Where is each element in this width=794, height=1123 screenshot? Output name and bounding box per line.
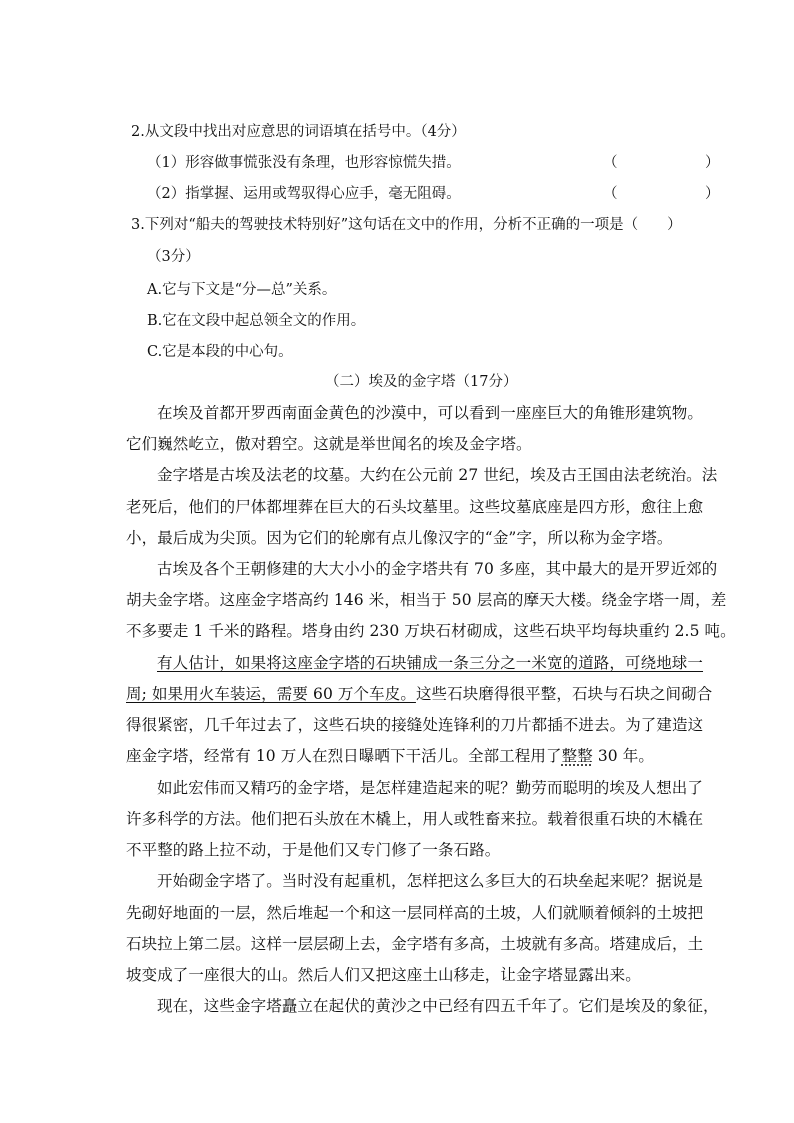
- answer-blank-1-close: ）: [705, 155, 720, 171]
- passage-line: 金字塔是古埃及法老的坟墓。大约在公元前 27 世纪，埃及古王国由法老统治。法: [157, 466, 718, 484]
- passage-line: 得很紧密，几千年过去了，这些石块的接缝处连锋利的刀片都插不进去。为了建造这: [126, 716, 704, 734]
- marked-word: 整整: [561, 747, 593, 765]
- section-title: （二）埃及的金字塔（17分）: [325, 374, 518, 390]
- passage-line: 古埃及各个王朝修建的大大小小的金字塔共有 70 多座，其中最大的是开罗近郊的: [157, 560, 718, 578]
- passage-text: 座金字塔，经常有 10 万人在烈日曝晒下干活儿。全部工程用了: [126, 747, 562, 765]
- question-3-option-c: C.它是本段的中心句。: [147, 344, 293, 360]
- question-2-item-1: （1）形容做事慌张没有条理，也形容惊慌失措。: [147, 155, 461, 171]
- question-2-item-2: （2）指掌握、运用或驾驭得心应手，毫无阻碍。: [147, 186, 461, 202]
- passage-line: [126, 746, 654, 766]
- question-3-stem: 3.下列对“船夫的驾驶技术特别好”这句话在文中的作用，分析不正确的一项是（ ）: [131, 217, 682, 233]
- passage-line: 胡夫金字塔。这座金字塔高约 146 米，相当于 50 层高的摩天大楼。绕金字塔一周，差: [126, 591, 727, 609]
- passage-line: 许多科学的方法。他们把石头放在木橇上，用人或牲畜来拉。载着很重石块的木橇在: [126, 810, 704, 828]
- passage-text: 30 年。: [592, 747, 654, 765]
- passage-line: 石块拉上第二层。这样一层层砌上去，金字塔有多高，土坡就有多高。塔建成后，土: [126, 935, 704, 953]
- passage-line: 不多要走 1 千米的路程。塔身由约 230 万块石材砌成，这些石块平均每块重约 2.5 吨。: [126, 622, 736, 640]
- passage-line: 坡变成了一座很大的山。然后人们又把这座土山移走，让金字塔显露出来。: [126, 966, 641, 984]
- answer-blank-2-close: ）: [705, 186, 720, 202]
- passage-line: 它们巍然屹立，傲对碧空。这就是举世闻名的埃及金字塔。: [126, 435, 532, 453]
- passage-line: 在埃及首都开罗西南面金黄色的沙漠中，可以看到一座座巨大的角锥形建筑物。: [157, 404, 704, 422]
- answer-blank-2-open: （: [603, 186, 618, 202]
- passage-line: 小，最后成为尖顶。因为它们的轮廓有点儿像汉字的“金”字，所以称为金字塔。: [126, 529, 673, 547]
- question-2-stem: 2.从文段中找出对应意思的词语填在括号中。（4分）: [131, 124, 466, 140]
- passage-line: 现在，这些金字塔矗立在起伏的黄沙之中已经有四五千年了。它们是埃及的象征，: [157, 997, 719, 1015]
- passage-text: 这些石块磨得很平整，石块与石块之间砌合: [415, 685, 713, 703]
- underlined-sentence: 有人估计，如果将这座金字塔的石块铺成一条三分之一米宽的道路，可绕地球一: [157, 654, 704, 672]
- underlined-sentence-end: 周; 如果用火车装运，需要 60 万个车皮。: [126, 685, 416, 703]
- question-3-option-b: B.它在文段中起总领全文的作用。: [147, 313, 366, 329]
- passage-line: 开始砌金字塔了。当时没有起重机，怎样把这么多巨大的石块垒起来呢？据说是: [157, 872, 704, 890]
- passage-line: [126, 684, 712, 704]
- passage-line: 老死后，他们的尸体都埋葬在巨大的石头坟墓里。这些坟墓底座是四方形，愈往上愈: [126, 498, 704, 516]
- question-3-option-a: A.它与下文是“分—总”关系。: [147, 282, 337, 298]
- passage-line: 不平整的路上拉不动，于是他们又专门修了一条石路。: [126, 841, 501, 859]
- passage-line: 如此宏伟而又精巧的金字塔，是怎样建造起来的呢？勤劳而聪明的埃及人想出了: [157, 779, 704, 797]
- passage-line: 先砌好地面的一层，然后堆起一个和这一层同样高的土坡，人们就顺着倾斜的土坡把: [126, 904, 704, 922]
- answer-blank-1-open: （: [603, 155, 618, 171]
- question-3-score: （3分）: [147, 249, 200, 265]
